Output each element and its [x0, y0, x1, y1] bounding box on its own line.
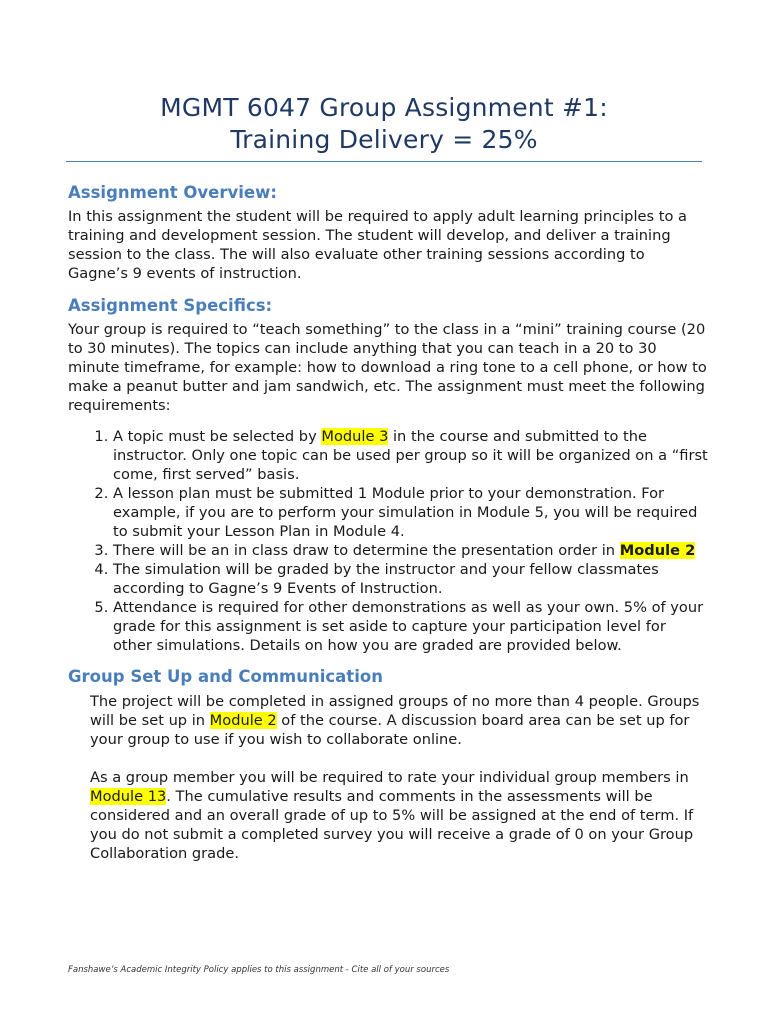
module-highlight: Module 2	[209, 712, 277, 729]
module-highlight: Module 2	[619, 542, 696, 559]
page-title	[66, 92, 702, 156]
page-footer: Fanshawe’s Academic Integrity Policy applies to this assignment - Cite all of your sources	[68, 965, 450, 975]
group-heading: Group Set Up and Communication	[68, 667, 383, 686]
requirements-list	[68, 427, 708, 655]
specifics-heading: Assignment Specifics:	[68, 296, 273, 315]
title-line-1: MGMT 6047 Group Assignment #1:	[160, 93, 608, 122]
specifics-paragraph: Your group is required to “teach something” to the class in a “mini” training course (20 to 30 minutes). The topics can include anything that you can teach in a 20 to 30 minute timeframe, for example: how to download a ring tone to a cell phone, or how to make a peanut butter and jam sandwich, etc. The assignment must meet the following requirements:	[68, 321, 707, 414]
requirement-item	[113, 427, 708, 484]
requirement-item	[113, 484, 708, 541]
requirement-item	[113, 598, 708, 655]
requirement-text: Attendance is required for other demonstrations as well as your own. 5% of your grade for this assignment is set aside to capture your participation level for other simulations. Details on how you are graded are provided below.	[113, 599, 704, 654]
group-paragraph-1	[90, 692, 708, 749]
group-text-end: . The cumulative results and comments in the assessments will be considered and an overall grade of up to 5% will be assigned at the end of term. If you do not submit a completed survey you will receive a grade of 0 on your Group Collaboration grade.	[90, 788, 694, 862]
group-paragraph-2	[90, 768, 708, 863]
requirement-item	[113, 560, 708, 598]
document-body	[68, 181, 708, 863]
overview-paragraph: In this assignment the student will be required to apply adult learning principles to a training and development session. The student will develop, and deliver a training session to the class. The will also evaluate other training sessions according to Gagne’s 9 events of instruction.	[68, 208, 687, 282]
group-text: The project will be completed in assigned groups of no more than 4 people. Groups will be set up in	[90, 693, 700, 729]
requirement-text: The simulation will be graded by the instructor and your fellow classmates according to Gagne’s 9 Events of Instruction.	[113, 561, 659, 597]
group-section	[68, 692, 708, 863]
group-text: As a group member you will be required to rate your individual group members in	[90, 769, 689, 786]
title-line-2: Training Delivery = 25%	[230, 125, 538, 154]
requirement-text: There will be an in class draw to determine the presentation order in	[113, 542, 620, 559]
module-highlight: Module 13	[90, 788, 167, 805]
requirement-text-end: in the course and submitted to the instructor. Only one topic can be used per group so it will be organized on a “first come, first served” basis.	[113, 428, 708, 483]
group-text-end: of the course. A discussion board area can be set up for your group to use if you wish to collaborate online.	[90, 712, 690, 748]
module-highlight: Module 3	[321, 428, 389, 445]
requirement-text: A lesson plan must be submitted 1 Module prior to your demonstration. For example, if you are to perform your simulation in Module 5, you will be required to submit your Lesson Plan in Module 4.	[113, 485, 698, 540]
title-divider	[66, 161, 702, 162]
overview-heading: Assignment Overview:	[68, 183, 277, 202]
requirement-text: A topic must be selected by	[113, 428, 322, 445]
requirement-item	[113, 541, 708, 560]
